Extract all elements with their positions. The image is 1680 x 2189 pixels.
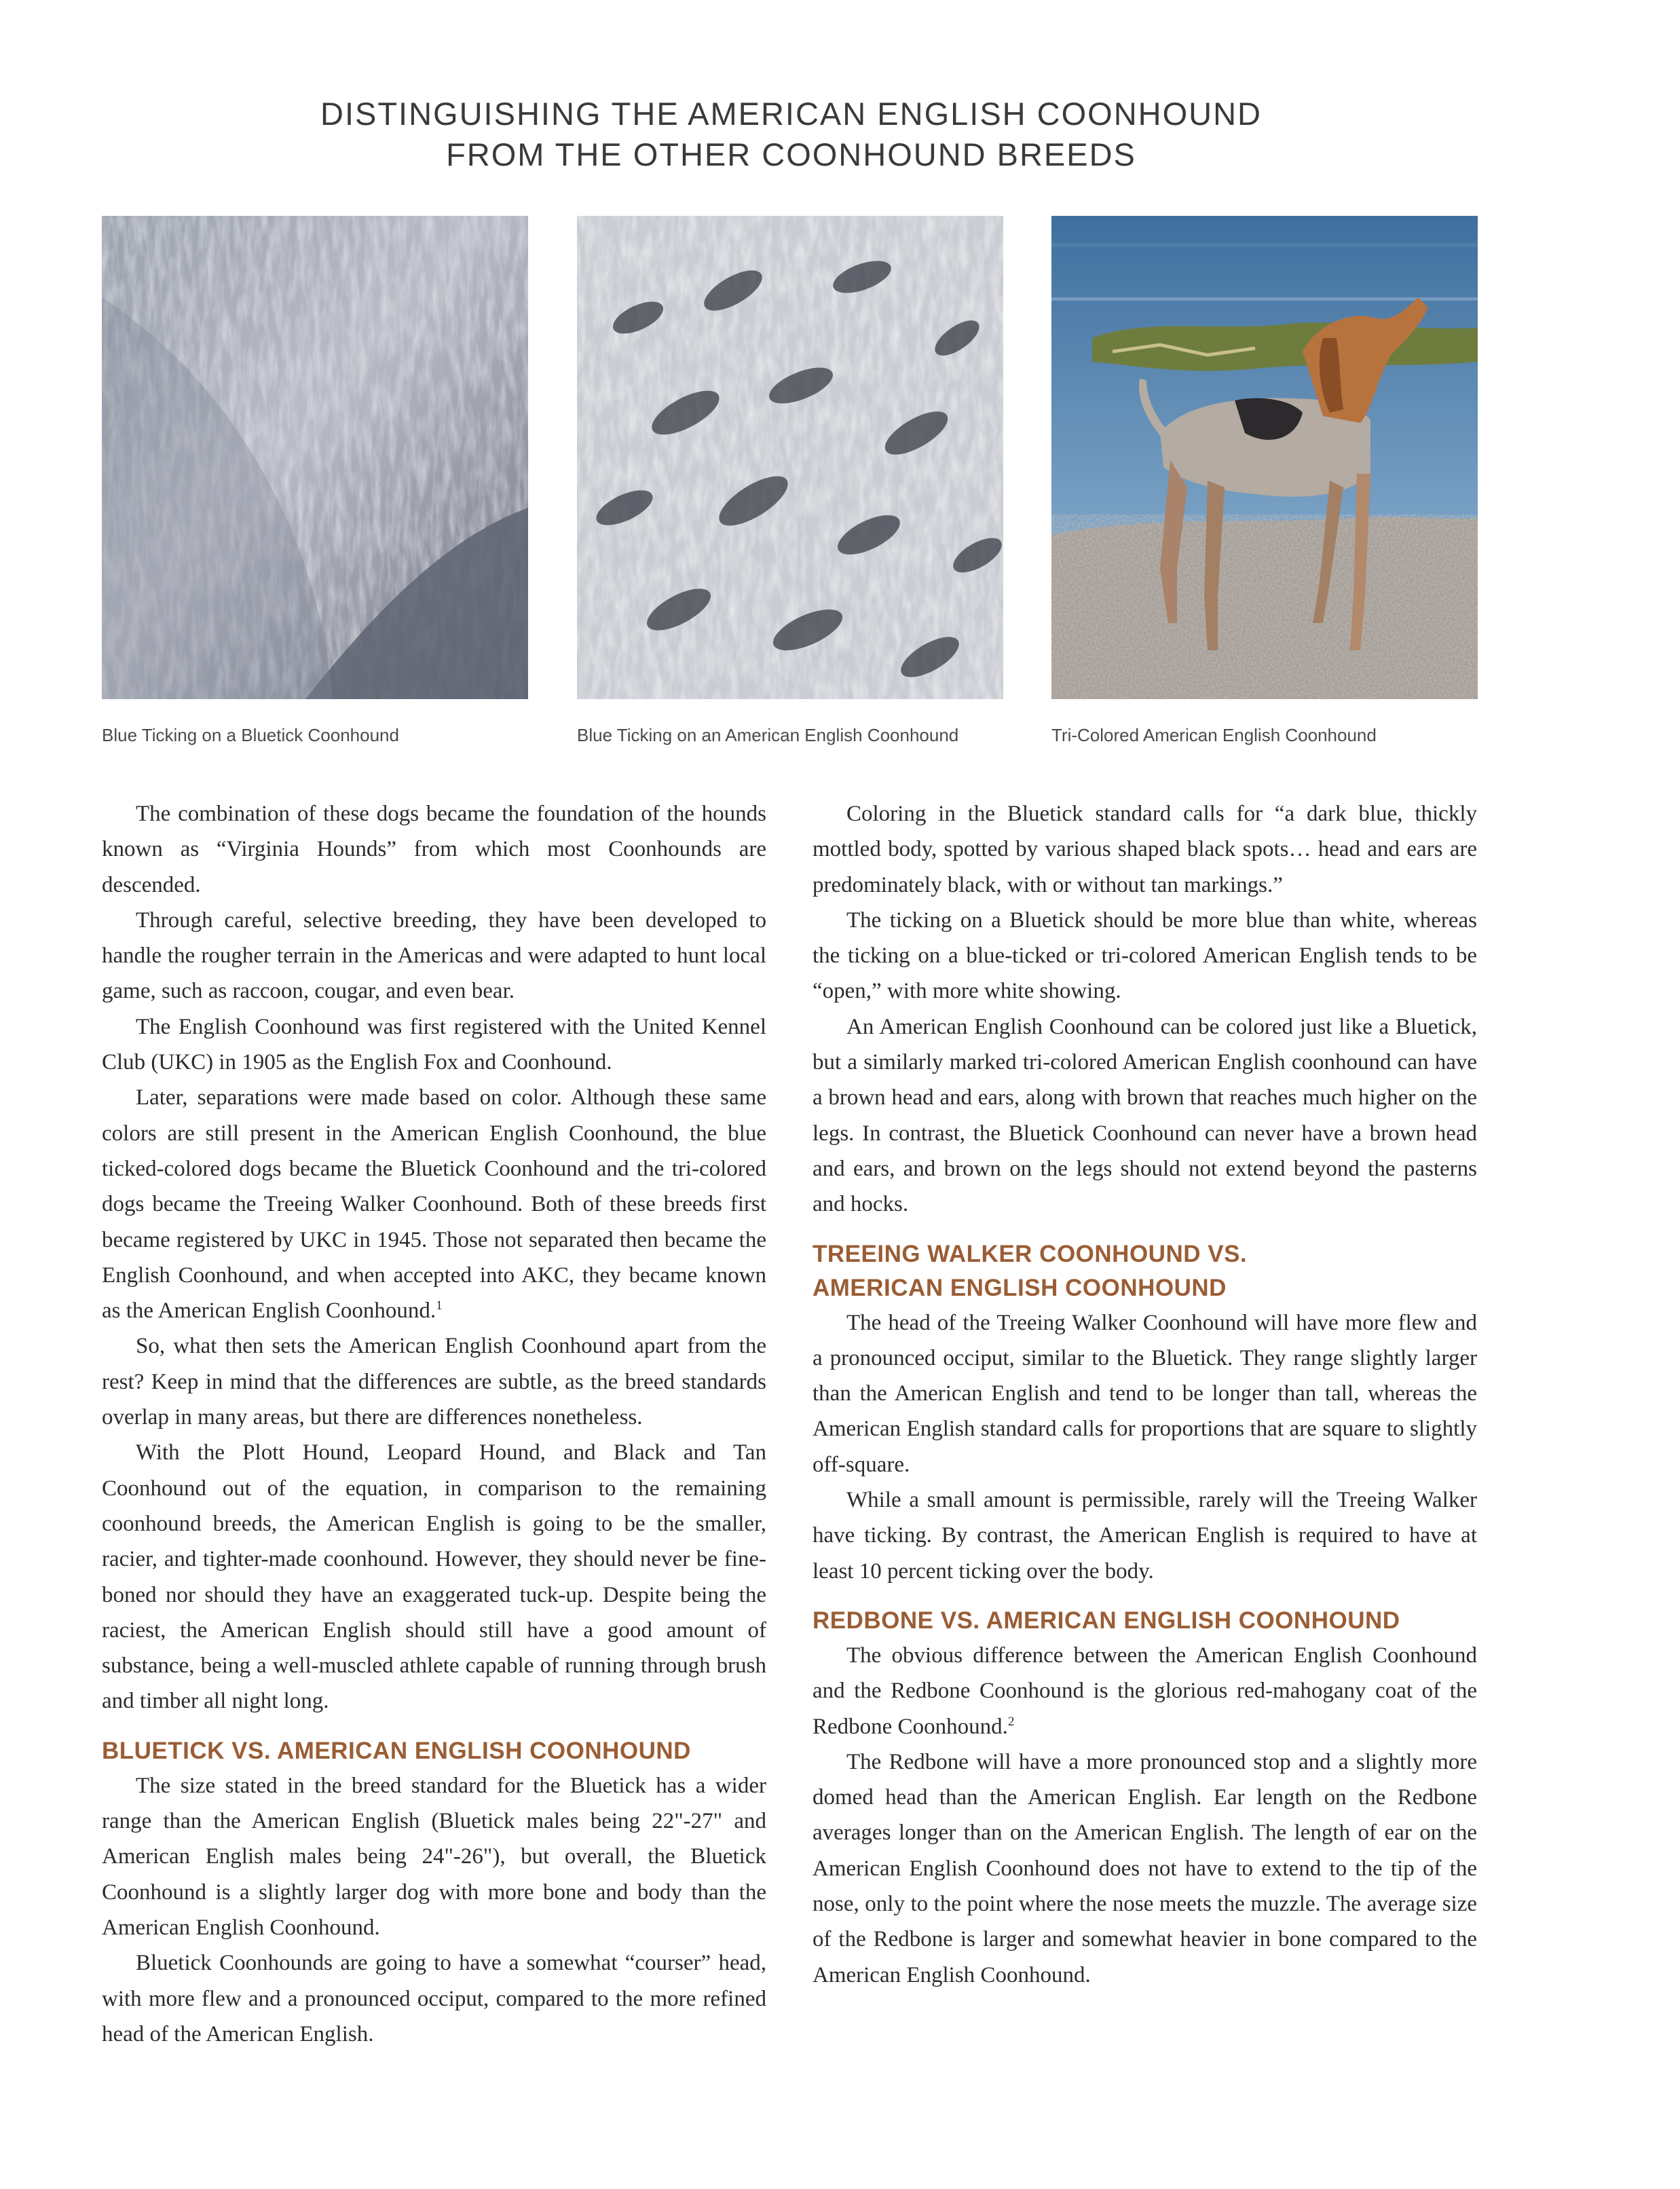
section-heading-line: TREEING WALKER COONHOUND VS. <box>813 1240 1248 1267</box>
bluetick-ticking-photo <box>102 216 528 699</box>
body-paragraph <box>813 1638 1477 1744</box>
figure-caption-3: Tri-Colored American English Coonhound <box>1051 725 1377 745</box>
section-heading-treeing-walker <box>813 1237 1477 1305</box>
section-heading-redbone: REDBONE VS. AMERICAN ENGLISH COONHOUND <box>813 1607 1400 1634</box>
tri-colored-coonhound-photo <box>1051 216 1478 699</box>
american-english-ticking-photo <box>577 216 1003 699</box>
body-paragraph: The Redbone will have a more pronounced stop and a slightly more domed head than the American English. Ear length on the Redbone averages longer than on the American English. The length of ear on the American English Coonhound does not have to extend to the tip of the nose, only to the point where the nose meets the muzzle. The average size of the Redbone is larger and somewhat heavier in bone compared to the American English Coonhound. <box>813 1749 1477 1987</box>
body-paragraph: Bluetick Coonhounds are going to have a somewhat “courser” head, with more flew and a pronounced occiput, compared to the more refined head of the American English. <box>102 1951 766 2046</box>
body-paragraph: Coloring in the Bluetick standard calls for “a dark blue, thickly mottled body, spotted by various shaped black spots… head and ears are predominately black, with or without tan markings.” <box>813 802 1477 897</box>
body-paragraph: While a small amount is permissible, rarely will the Treeing Walker have ticking. By contrast, the American English is required to have at least 10 percent ticking over the body. <box>813 1488 1477 1584</box>
body-paragraph: The ticking on a Bluetick should be more blue than white, whereas the ticking on a blue-ticked or tri-colored American English tends to be “open,” with more white showing. <box>813 908 1477 1004</box>
page-title-line-2: FROM THE OTHER COONHOUND BREEDS <box>446 136 1136 172</box>
figure-caption-1: Blue Ticking on a Bluetick Coonhound <box>102 725 399 745</box>
footnote-ref: 1 <box>436 1298 443 1313</box>
section-heading-line: AMERICAN ENGLISH COONHOUND <box>813 1274 1227 1301</box>
left-column <box>102 796 766 2052</box>
figure-caption-2: Blue Ticking on an American English Coonhound <box>577 725 959 745</box>
footnote-ref: 2 <box>1007 1714 1015 1729</box>
body-paragraph: The English Coonhound was first registered with the United Kennel Club (UKC) in 1905 as the English Fox and Coonhound. <box>102 1014 766 1075</box>
tri-colored-coonhound-image <box>1051 216 1478 699</box>
body-paragraph: The size stated in the breed standard for the Bluetick has a wider range than the American English (Bluetick males being 22"-27" and American English males being 24"-26"), but overall, the Bluetick Coonhound is a slightly larger dog with more bone and body than the American English Coonhound. <box>102 1773 766 1940</box>
right-column <box>813 796 1477 1993</box>
bluetick-ticking-image <box>102 216 528 699</box>
body-paragraph: Through careful, selective breeding, they have been developed to handle the rougher terrain in the Americas and were adapted to hunt local game, such as raccoon, cougar, and even bear. <box>102 908 766 1004</box>
body-paragraph: With the Plott Hound, Leopard Hound, and Black and Tan Coonhound out of the equation, in comparison to the remaining coonhound breeds, the American English is going to be the smaller, racier, and tighter-made coonhound. However, they should never be fine-boned nor should they have an exaggerated tuck-up. Despite being the raciest, the American English should still have a good amount of substance, being a well-muscled athlete capable of running through brush and timber all night long. <box>102 1440 766 1714</box>
body-paragraph: The head of the Treeing Walker Coonhound will have more flew and a pronounced occiput, similar to the Bluetick. They range slightly larger than the American English and tend to be longer than tall, whereas the American English standard calls for proportions that are square to slightly off-square. <box>813 1310 1477 1477</box>
body-paragraph-text: Later, separations were made based on color. Although these same colors are still present in the American English Coonhound, the blue ticked-colored dogs became the Bluetick Coonhound and the tri-colored dogs became the Treeing Walker Coonhound. Both of these breeds first became registered by UKC in 1945. Those not separated then became the English Coonhound, and when accepted into AKC, they became known as the American English Coonhound. <box>102 1085 766 1324</box>
body-paragraph <box>102 1080 766 1328</box>
body-paragraph: So, what then sets the American English Coonhound apart from the rest? Keep in mind that the differences are subtle, as the breed standards overlap in many areas, but there are differences nonetheless. <box>102 1334 766 1430</box>
body-paragraph: An American English Coonhound can be colored just like a Bluetick, but a similarly marked tri-colored American English coonhound can have a brown head and ears, along with brown that reaches much higher on the legs. In contrast, the Bluetick Coonhound can never have a brown head and ears, and brown on the legs should not extend beyond the pasterns and hocks. <box>813 1014 1477 1217</box>
body-paragraph: The combination of these dogs became the foundation of the hounds known as “Virginia Hounds” from which most Coonhounds are descended. <box>102 802 766 897</box>
body-paragraph-text: The obvious difference between the American English Coonhound and the Redbone Coonhound is the glorious red-mahogany coat of the Redbone Coonhound. <box>813 1643 1477 1739</box>
section-heading-bluetick: BLUETICK VS. AMERICAN ENGLISH COONHOUND <box>102 1737 691 1764</box>
page-title-line-1: DISTINGUISHING THE AMERICAN ENGLISH COONHOUND <box>320 96 1262 132</box>
american-english-ticking-image <box>577 216 1003 699</box>
page-title <box>0 94 1582 175</box>
